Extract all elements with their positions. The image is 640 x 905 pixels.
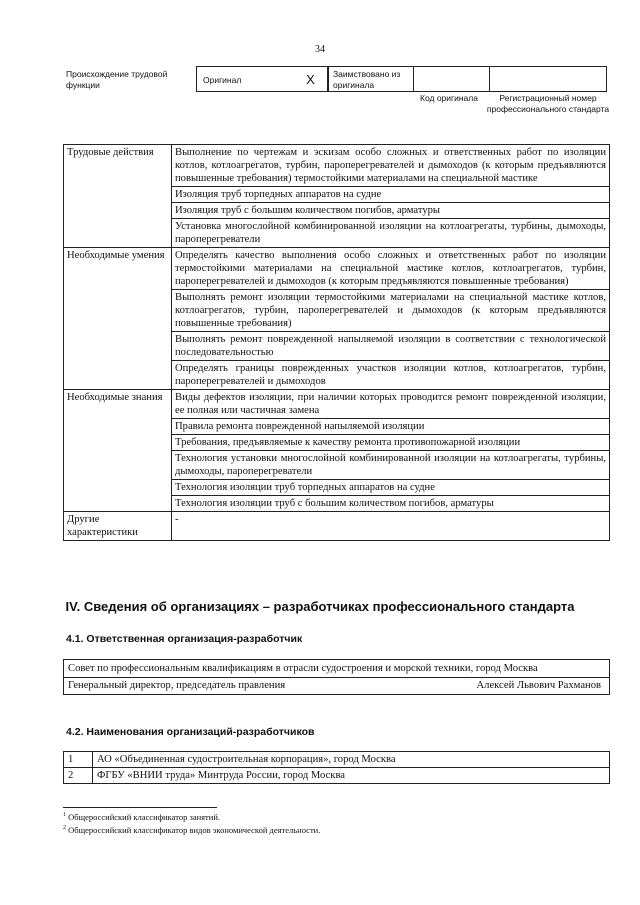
table-cell: Виды дефектов изоляции, при наличии которых проводится ремонт поврежденной изоляции, ее полная или частичная замена bbox=[172, 390, 610, 419]
code-caption: Код оригинала bbox=[420, 93, 478, 103]
origin-code-cell bbox=[414, 66, 490, 92]
footnote-mark: 1 bbox=[63, 812, 66, 818]
org-name: ФГБУ «ВНИИ труда» Минтруда России, город Москва bbox=[93, 768, 610, 784]
responsible-org-box bbox=[63, 659, 610, 695]
row-label-actions: Трудовые действия bbox=[64, 145, 172, 248]
table-cell: Изоляция труб торпедных аппаратов на судне bbox=[172, 187, 610, 203]
table-cell: Технология изоляции труб торпедных аппаратов на судне bbox=[172, 480, 610, 496]
table-cell: Выполнять ремонт поврежденной напыляемой изоляции в соответствии с технологической последовательностью bbox=[172, 332, 610, 361]
labor-function-table bbox=[63, 144, 610, 541]
org-number: 2 bbox=[64, 768, 93, 784]
row-label-skills: Необходимые умения bbox=[64, 248, 172, 390]
footnote-mark: 2 bbox=[63, 825, 66, 831]
table-cell: Правила ремонта поврежденной напыляемой изоляции bbox=[172, 419, 610, 435]
table-cell: Требования, предъявляемые к качеству ремонта противопожарной изоляции bbox=[172, 435, 610, 451]
subsection-responsible-title: 4.1. Ответственная организация-разработчик bbox=[66, 633, 303, 645]
footnote bbox=[63, 825, 320, 835]
table-cell: Определять границы поврежденных участков изоляции котлов, котлоагрегатов, турбин, пароперегревателей и дымоходов bbox=[172, 361, 610, 390]
origin-block bbox=[66, 66, 607, 92]
footnote bbox=[63, 812, 220, 822]
table-cell: Выполнение по чертежам и эскизам особо сложных и ответственных работ по изоляции котлов, котлоагрегатов, турбин, пароперегревателей и дымоходов (к которым предъявляются повышенные требования) термостойкими материалами на специальной мастике bbox=[172, 145, 610, 187]
developer-orgs-table bbox=[63, 751, 610, 784]
table-cell: Технология установки многослойной комбинированной изоляции на котлоагрегаты, турбины, дымоходы, пароперегреватели bbox=[172, 451, 610, 480]
table-cell: Выполнять ремонт изоляции термостойкими материалами на специальной мастике котлов, котлоагрегатов, турбин, пароперегревателей и дымоходов (к которым предъявляются повышенные требования) bbox=[172, 290, 610, 332]
origin-label: Происхождение трудовой функции bbox=[66, 69, 168, 90]
footnote-text: Общероссийский классификатор видов экономической деятельности. bbox=[68, 825, 321, 835]
table-cell: - bbox=[172, 512, 610, 541]
responsible-org-name: Совет по профессиональным квалификациям в отрасли судостроения и морской техники, город Москва bbox=[64, 660, 609, 678]
section-title: IV. Сведения об организациях – разработчиках профессионального стандарта bbox=[65, 599, 575, 614]
table-row bbox=[64, 248, 610, 290]
origin-original-cell: Оригинал bbox=[196, 66, 294, 92]
table-row bbox=[64, 145, 610, 187]
reg-caption: Регистрационный номер профессионального стандарта bbox=[486, 93, 610, 114]
subsection-developers-title: 4.2. Наименования организаций-разработчиков bbox=[66, 726, 315, 738]
footnote-divider bbox=[63, 807, 217, 808]
origin-reg-cell bbox=[490, 66, 607, 92]
page-number: 34 bbox=[315, 44, 325, 55]
responsible-position: Генеральный директор, председатель правления bbox=[68, 680, 286, 691]
table-row bbox=[64, 390, 610, 419]
table-cell: Определять качество выполнения особо сложных и ответственных работ по изоляции термостойкими материалами на специальной мастике котлов, котлоагрегатов, турбин, пароперегревателей и дымоходов (к которым предъявляются повышенные требования) bbox=[172, 248, 610, 290]
table-cell: Изоляция труб с большим количеством погибов, арматуры bbox=[172, 203, 610, 219]
row-label-other: Другие характеристики bbox=[64, 512, 172, 541]
org-number: 1 bbox=[64, 752, 93, 768]
org-name: АО «Объединенная судостроительная корпорация», город Москва bbox=[93, 752, 610, 768]
table-row bbox=[64, 768, 610, 784]
origin-mark-cell: X bbox=[294, 66, 328, 92]
responsible-person: Алексей Львович Рахманов bbox=[476, 680, 601, 691]
responsible-signatory-row bbox=[64, 678, 609, 694]
table-cell: Установка многослойной комбинированной изоляции на котлоагрегаты, турбины, дымоходы, пароперегреватели bbox=[172, 219, 610, 248]
footnote-text: Общероссийский классификатор занятий. bbox=[68, 812, 220, 822]
origin-borrowed-cell: Заимствовано из оригинала bbox=[328, 66, 414, 92]
table-cell: Технология изоляции труб с большим количеством погибов, арматуры bbox=[172, 496, 610, 512]
row-label-knowledge: Необходимые знания bbox=[64, 390, 172, 512]
table-row bbox=[64, 512, 610, 541]
table-row bbox=[64, 752, 610, 768]
